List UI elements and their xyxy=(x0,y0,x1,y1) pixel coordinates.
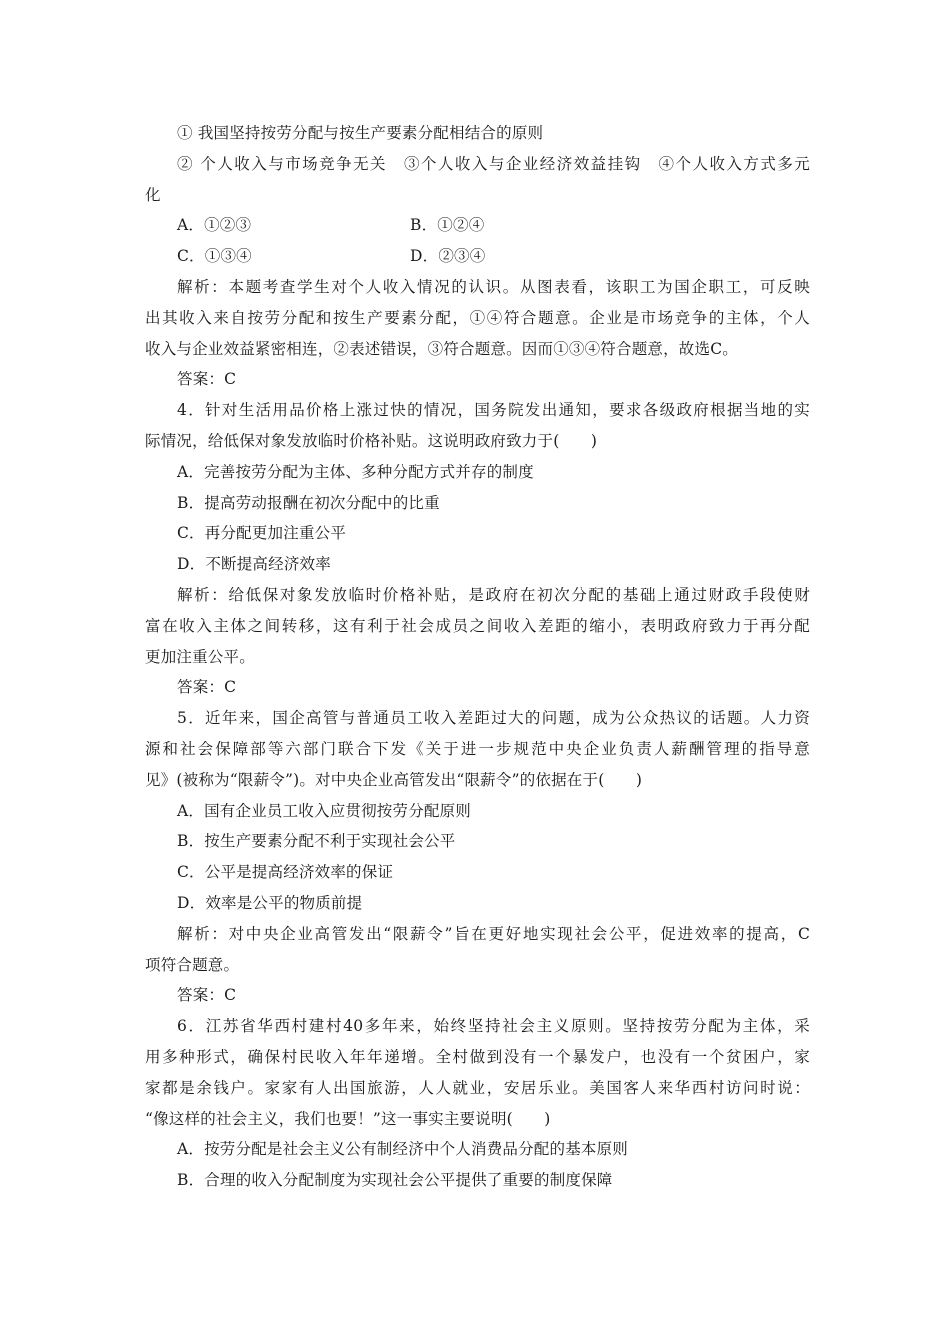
q3-analysis-line-1: 解析：本题考查学生对个人收入情况的认识。从图表看，该职工为国企职工，可反映 xyxy=(177,277,810,296)
q3-options-row-2 xyxy=(145,241,810,272)
q6-stem-line-3: 家都是余钱户。家家有人出国旅游，人人就业，安居乐业。美国客人来华西村访问时说： xyxy=(145,1078,810,1097)
q6-stem-line-2: 用多种形式，确保村民收入年年递增。全村做到没有一个暴发户，也没有一个贫困户，家 xyxy=(145,1047,810,1066)
q3-item-2-line-2: 化 xyxy=(145,185,161,204)
q3-item-1: ① 我国坚持按劳分配与按生产要素分配相结合的原则 xyxy=(177,124,544,142)
q3-option-b: B．①②④ xyxy=(410,216,485,235)
q4-analysis-line-3: 更加注重公平。 xyxy=(145,647,255,666)
q5-answer: 答案：C xyxy=(177,986,237,1005)
q4-option-a: A．完善按劳分配为主体、多种分配方式并存的制度 xyxy=(177,462,534,481)
q5-option-b: B．按生产要素分配不利于实现社会公平 xyxy=(177,832,456,851)
q3-option-a: A．①②③ xyxy=(177,216,252,235)
q5-option-c: C．公平是提高经济效率的保证 xyxy=(177,863,394,882)
q5-analysis-line-1: 解析：对中央企业高管发出“限薪令”旨在更好地实现社会公平，促进效率的提高，C xyxy=(177,924,810,943)
q6-stem-line-4: “像这样的社会主义，我们也要！”这一事实主要说明( ) xyxy=(145,1109,551,1128)
q5-option-a: A．国有企业员工收入应贯彻按劳分配原则 xyxy=(177,801,471,820)
q3-analysis-line-3: 收入与企业效益紧密相连，②表述错误，③符合题意。因而①③④符合题意，故选C。 xyxy=(145,339,738,358)
q4-stem-line-1: 4．针对生活用品价格上涨过快的情况，国务院发出通知，要求各级政府根据当地的实 xyxy=(177,401,810,420)
q5-option-d: D．效率是公平的物质前提 xyxy=(177,893,363,912)
q4-option-b: B．提高劳动报酬在初次分配中的比重 xyxy=(177,493,440,512)
q3-item-2-line-1: ② 个人收入与市场竞争无关 ③个人收入与企业经济效益挂钩 ④个人收入方式多元 xyxy=(177,154,810,173)
q5-stem-line-2: 源和社会保障部等六部门联合下发《关于进一步规范中央企业负责人薪酬管理的指导意 xyxy=(145,739,810,758)
q5-stem-line-1: 5．近年来，国企高管与普通员工收入差距过大的问题，成为公众热议的话题。人力资 xyxy=(177,709,810,728)
q5-stem-line-3: 见》(被称为“限薪令”)。对中央企业高管发出“限薪令”的依据在于( ) xyxy=(145,770,643,789)
q4-analysis-line-2: 富在收入主体之间转移，这有利于社会成员之间收入差距的缩小，表明政府致力于再分配 xyxy=(145,616,810,635)
q4-answer: 答案：C xyxy=(177,678,237,697)
q5-analysis-line-2: 项符合题意。 xyxy=(145,955,240,974)
q3-options-row-1 xyxy=(145,210,810,241)
q4-option-c: C．再分配更加注重公平 xyxy=(177,524,347,543)
q3-option-d: D．②③④ xyxy=(410,247,486,266)
q3-analysis-line-2: 出其收入来自按劳分配和按生产要素分配，①④符合题意。企业是市场竞争的主体，个人 xyxy=(145,308,810,327)
q4-option-d: D．不断提高经济效率 xyxy=(177,555,331,574)
q6-stem-line-1: 6．江苏省华西村建村40多年来，始终坚持社会主义原则。坚持按劳分配为主体，采 xyxy=(177,1017,810,1036)
q3-answer: 答案：C xyxy=(177,370,237,389)
q6-option-a: A．按劳分配是社会主义公有制经济中个人消费品分配的基本原则 xyxy=(177,1140,628,1159)
q4-stem-line-2: 际情况，给低保对象发放临时价格补贴。这说明政府致力于( ) xyxy=(145,431,598,450)
q3-option-c: C．①③④ xyxy=(177,247,252,266)
document-page xyxy=(145,118,810,1196)
q4-analysis-line-1: 解析：给低保对象发放临时价格补贴，是政府在初次分配的基础上通过财政手段使财 xyxy=(177,585,810,604)
q6-option-b: B．合理的收入分配制度为实现社会公平提供了重要的制度保障 xyxy=(177,1171,613,1190)
